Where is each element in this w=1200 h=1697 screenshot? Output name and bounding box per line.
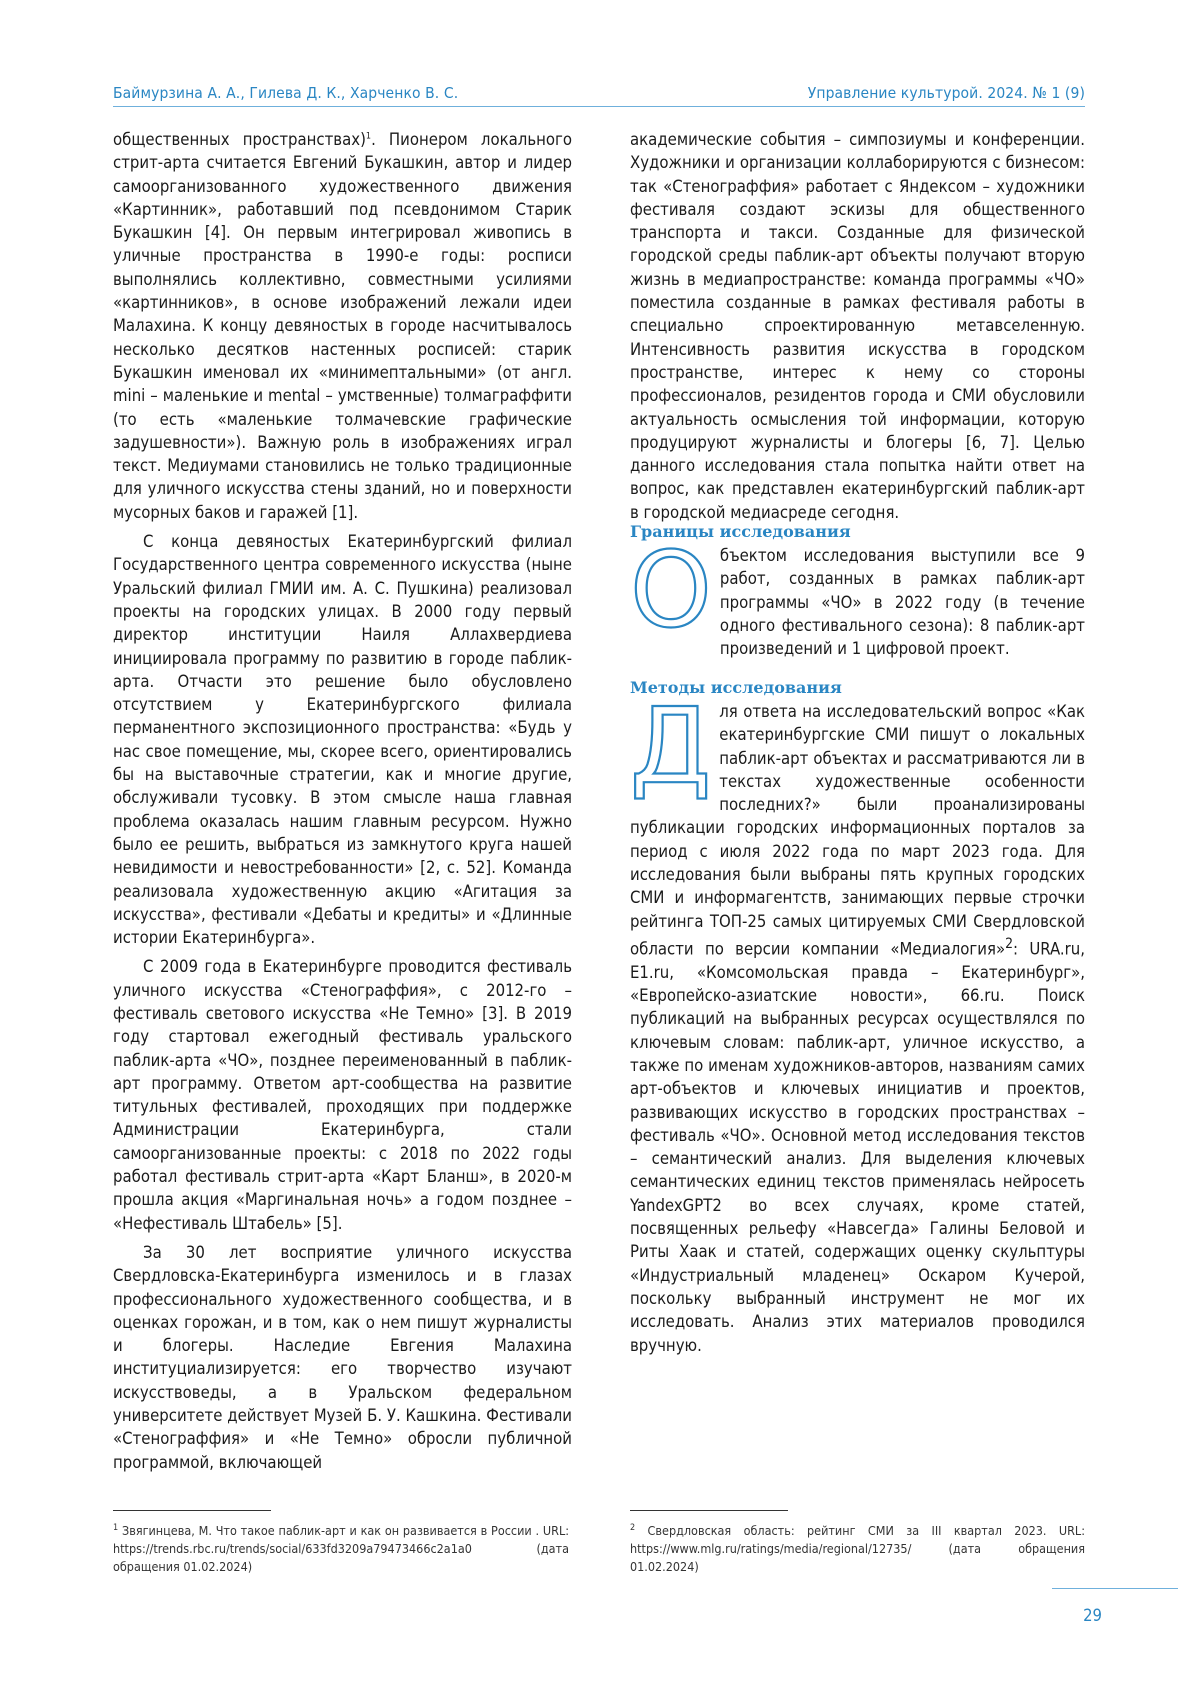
paragraph-text: ля ответа на исследовательский вопрос «Как екатеринбургские СМИ пишут о локальных паблик-арт объектах и рассматриваются ли в текстах художественные особенности последних?» были проанализированы публикации городских информационных порталов за период с июля 2022 года по март 2023 года. Для исследования были выбраны пять крупных городских СМИ и информагентств, занимающих первые строчки рейтинга ТОП-25 самых цитируемых СМИ Свердловской области по версии компании «Медиалогия» <box>630 702 1085 959</box>
footnote-divider <box>113 1510 271 1511</box>
footnote-divider <box>630 1510 788 1511</box>
footnote-number: 1 <box>113 1522 119 1533</box>
drop-cap: О <box>630 529 712 651</box>
header-divider <box>113 106 1085 107</box>
footnote-1 <box>113 1522 569 1576</box>
section-scope <box>630 520 1085 660</box>
left-column <box>113 128 572 1474</box>
paragraph-text: общественных пространствах) <box>113 130 366 149</box>
paragraph: За 30 лет восприятие уличного искусства Свердловска-Екатеринбурга изменилось и в глазах профессионального художественного сообщества, и в оценках горожан, и в том, как о нем пишут журналисты и блогеры. Наследие Евгения Малахина институциализируется: его творчество изучают искусствоведы, а в Уральском федеральном университете действует Музей Б. У. Кашкина. Фестивали «Стенограффия» и «Не Темно» обросли публичной программой, включающей <box>113 1242 572 1472</box>
paragraph: академические события – симпозиумы и конференции. Художники и организации коллаборируются с бизнесом: так «Стенограффия» работает с Яндексом – художники фестиваля создают эскизы для общественного транспорта и такси. Созданные для физической городской среды паблик-арт объекты получают вторую жизнь в медиапространстве: команда программы «ЧО» поместила созданные в рамках фестиваля работы в специально спроектированную метавселенную. Интенсивность развития искусства в городском пространстве, интерес к нему со стороны профессионалов, резидентов города и СМИ обусловили актуальность осмысления той информации, которую продуцируют журналисты и блогеры [6, 7]. Целью данного исследования стала попытка найти ответ на вопрос, как представлен екатеринбургский паблик-арт в городской медиасреде сегодня. <box>630 130 1085 522</box>
drop-cap: Д <box>630 685 712 807</box>
paragraph: С 2009 года в Екатеринбурге проводится фестиваль уличного искусства «Стенограффия», с 2012-го – фестиваль светового искусства «Не Темно» [3]. В 2019 году стартовал ежегодный фестиваль уральского паблик-арта «ЧО», позднее переименованный в паблик-арт программу. Ответом арт-сообщества на развитие титульных фестивалей, проходящих при поддержке Администрации Екатеринбурга, стали самоорганизованные проекты: с 2018 по 2022 годы работал фестиваль стрит-арта «Карт Бланш», в 2020-м прошла акция «Маргинальная ночь» а годом позднее – «Нефестиваль Штабель» [5]. <box>113 957 572 1233</box>
paragraph-text: бъектом исследования выступили все 9 работ, созданных в рамках паблик-арт программы «ЧО» в 2022 году (в течение одного фестивального сезона): 8 паблик-арт произведений и 1 цифровой проект. <box>719 546 1085 659</box>
paragraph-text: . Пионером локального стрит-арта считается Евгений Букашкин, автор и лидер самоорганизованного художественного движения «Картинник», работавший под псевдонимом Старик Букашкин [4]. Он первым интегрировал живопись в уличные пространства в 1990-е годы: росписи выполнялись коллективно, совместными усилиями «картинников», в основе изображений лежали идеи Малахина. К концу девяностых в городе насчитывалось несколько десятков настенных росписей: старик Букашкин именовал их «минимептальными» (от англ. mini – маленькие и mental – умственные) толмаграффити (то есть «маленькие толмачевские графические задушевности»). Важную роль в изображениях играл текст. Медиумами становились не только традиционные для уличного искусства стены зданий, но и поверхности мусорных баков и гаражей [1]. <box>113 130 572 522</box>
section-heading: Методы исследования <box>630 678 842 697</box>
footnote-text: Свердловская область: рейтинг СМИ за III квартал 2023. URL: https://www.mlg.ru/ratings/media/regional/12735/ (дата обращения 01.02.2024) <box>630 1523 1085 1574</box>
section-methods <box>630 676 1085 1357</box>
footnote-number: 2 <box>630 1522 636 1533</box>
footnote-2 <box>630 1522 1085 1576</box>
page-number: 29 <box>1083 1606 1102 1625</box>
footnote-text: Звягинцева, М. Что такое паблик-арт и как он развивается в России . URL: https://trends.rbc.ru/trends/social/633fd3209a79473466c2a1a0 (дата обращения 01.02.2024) <box>113 1523 569 1574</box>
footer-divider <box>1052 1588 1178 1589</box>
footnote-ref: 2 <box>1005 935 1013 952</box>
paragraph: С конца девяностых Екатеринбургский филиал Государственного центра современного искусства (ныне Уральский филиал ГМИИ им. А. С. Пушкина) реализовал проекты на городских улицах. В 2000 году первый директор институции Наиля Аллахвердиева инициировала программу по развитию в городе паблик-арта. Отчасти это решение было обусловлено отсутствием у Екатеринбургского филиала перманентного экспозиционного пространства: «Будь у нас свое помещение, мы, скорее всего, ориентировались бы на выставочные стратегии, как и многие другие, обслуживали тусовку. В этом смысле наша главная проблема оказалась нашим главным ресурсом. Нужно было ее решить, выбраться из замкнутого круга нашей невидимости и невостребованности» [2, с. 52]. Команда реализовала художественную акцию «Агитация за искусства», фестивали «Дебаты и кредиты» и «Длинные истории Екатеринбурга». <box>113 532 572 948</box>
footnote-ref: 1 <box>365 131 372 142</box>
paragraph-text: : URA.ru, E1.ru, «Комсомольская правда – Екатеринбург», «Европейско-азиатские новости», 66.ru. Поиск публикаций на выбранных ресурсах осуществлялся по ключевым словам: паблик-арт, уличное искусство, а также по именам художников-авторов, названиям самих арт-объектов и ключевых инициатив и проектов, развивающих искусство в городских пространствах – фестиваль «ЧО». Основной метод исследования текстов – семантический анализ. Для выделения ключевых семантических единиц текстов применялась нейросеть YandexGPT2 во всех случаях, кроме статей, посвященных рельефу «Навсегда» Галины Беловой и Риты Хаак и статей, содержащих оценку скульптуры «Индустриальный младенец» Оскаром Кучерой, поскольку выбранный инструмент не мог их исследовать. Анализ этих материалов проводился вручную. <box>630 939 1085 1355</box>
header-journal: Управление культурой. 2024. № 1 (9) <box>807 84 1085 102</box>
header-authors: Баймурзина А. А., Гилева Д. К., Харченко В. С. <box>113 84 459 102</box>
section-heading: Границы исследования <box>630 522 851 541</box>
right-column-intro <box>630 128 1085 524</box>
paragraph <box>113 128 572 524</box>
running-header <box>113 84 1085 106</box>
